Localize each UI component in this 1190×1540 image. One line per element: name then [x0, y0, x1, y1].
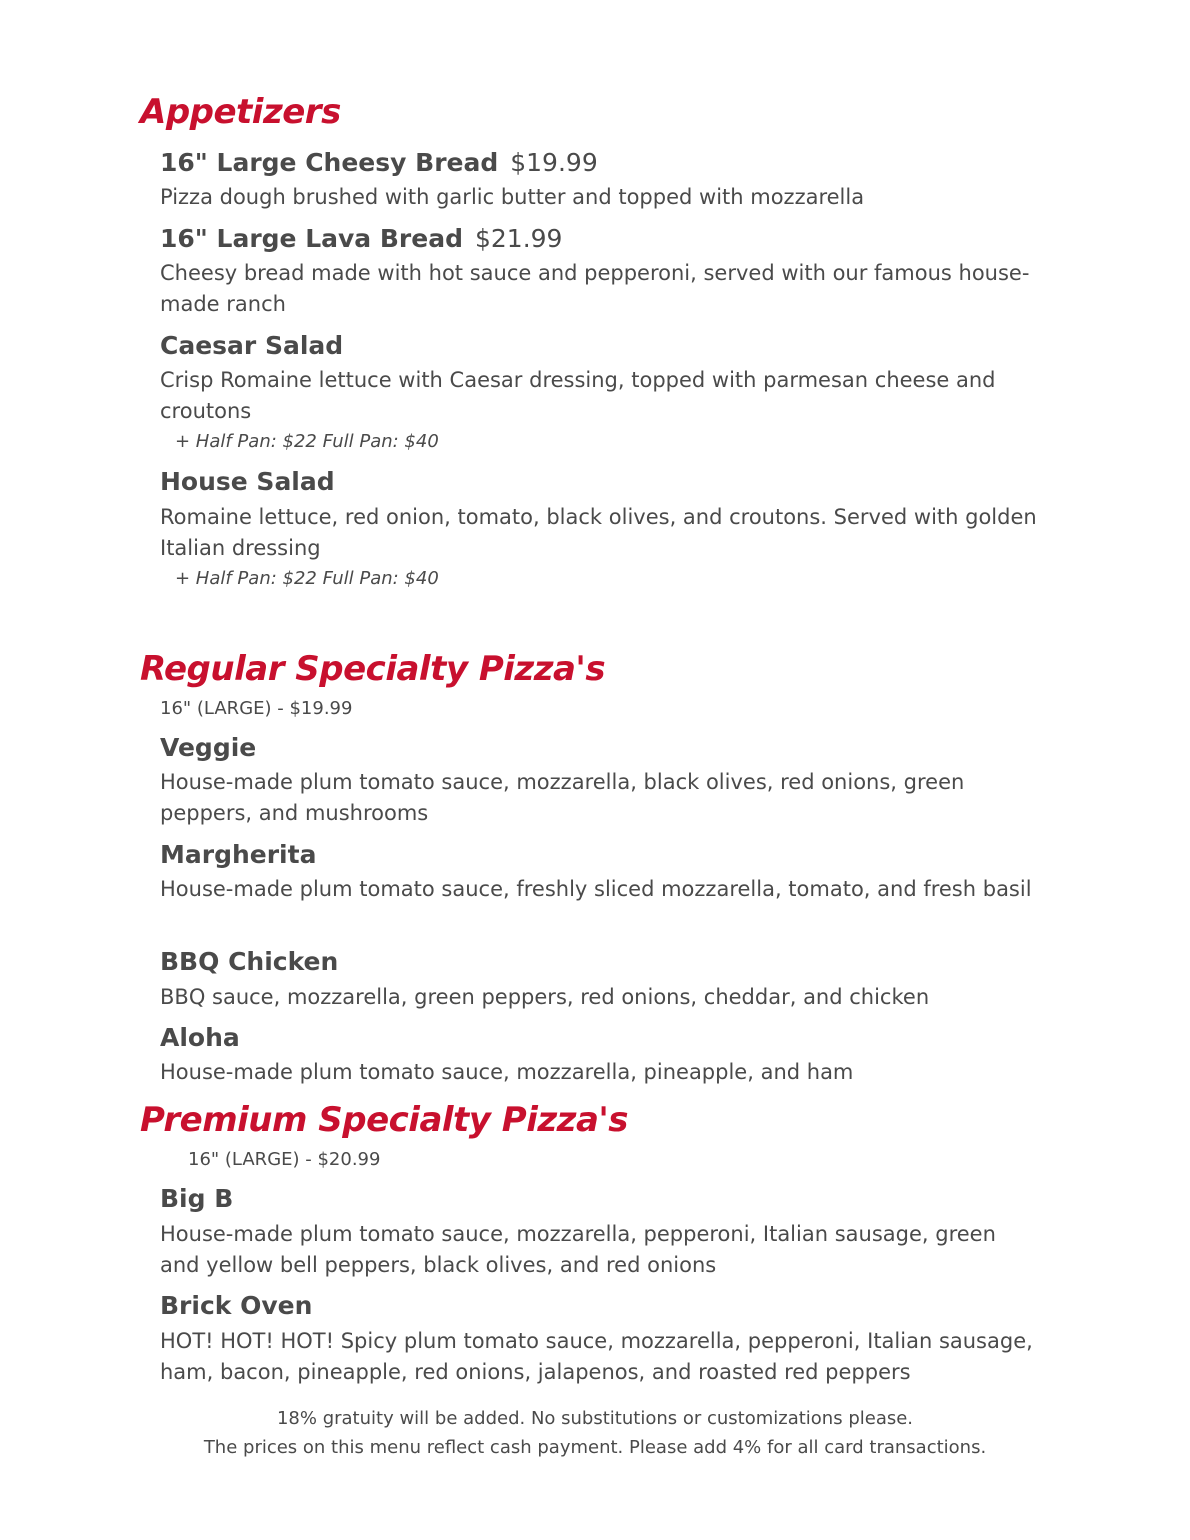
menu-item-description: Romaine lettuce, red onion, tomato, black olives, and croutons. Served with golden Italian dressing: [160, 505, 1037, 560]
gratuity-note: 18% gratuity will be added. No substitutions or customizations please.: [276, 1408, 914, 1429]
menu-item-name: Margherita: [160, 840, 317, 869]
menu-item-description: Cheesy bread made with hot sauce and pepperoni, served with our famous house-made ranch: [160, 261, 1030, 316]
menu-item-name: Caesar Salad: [160, 331, 344, 360]
menu-item-name: BBQ Chicken: [160, 947, 339, 976]
menu-item-addon: + Half Pan: $22 Full Pan: $40: [175, 568, 439, 589]
section-title-regular-pizzas: Regular Specialty Pizza's: [140, 649, 606, 689]
item-price: $21.99: [474, 224, 563, 253]
section-title-appetizers: Appetizers: [140, 92, 341, 132]
footer-notes: [0, 1404, 1190, 1462]
menu-item-description: BBQ sauce, mozzarella, green peppers, red onions, cheddar, and chicken: [160, 985, 930, 1009]
menu-item-name: Big B: [160, 1184, 234, 1213]
menu-item-description: House-made plum tomato sauce, mozzarella, pineapple, and ham: [160, 1060, 854, 1084]
menu-item-name: House Salad: [160, 467, 335, 496]
size-price-note: 16" (LARGE) - $20.99: [188, 1149, 381, 1170]
menu-item-description: HOT! HOT! HOT! Spicy plum tomato sauce, mozzarella, pepperoni, Italian sausage, ham, bacon, pineapple, red onions, jalapenos, and roasted red peppers: [160, 1329, 1033, 1384]
menu-item-name: Aloha: [160, 1023, 240, 1052]
menu-item-name: Brick Oven: [160, 1291, 313, 1320]
menu-item-description: Pizza dough brushed with garlic butter and topped with mozzarella: [160, 185, 865, 209]
menu-item-name: [160, 224, 562, 254]
card-fee-note: The prices on this menu reflect cash payment. Please add 4% for all card transactions.: [203, 1437, 987, 1458]
menu-item-addon: + Half Pan: $22 Full Pan: $40: [175, 431, 439, 452]
menu-item-description: House-made plum tomato sauce, mozzarella, pepperoni, Italian sausage, green and yellow bell peppers, black olives, and red onions: [160, 1222, 996, 1277]
item-name-text: 16" Large Cheesy Bread: [160, 148, 499, 177]
item-name-text: 16" Large Lava Bread: [160, 224, 463, 253]
size-price-note: 16" (LARGE) - $19.99: [160, 698, 353, 719]
menu-item-description: House-made plum tomato sauce, freshly sliced mozzarella, tomato, and fresh basil: [160, 877, 1032, 901]
menu-item-name: Veggie: [160, 733, 257, 762]
menu-item-description: Crisp Romaine lettuce with Caesar dressing, topped with parmesan cheese and croutons: [160, 368, 996, 423]
menu-item-name: [160, 148, 598, 178]
section-title-premium-pizzas: Premium Specialty Pizza's: [140, 1100, 629, 1140]
item-price: $19.99: [510, 148, 598, 177]
menu-item-description: House-made plum tomato sauce, mozzarella, black olives, red onions, green peppers, and mushrooms: [160, 770, 965, 825]
